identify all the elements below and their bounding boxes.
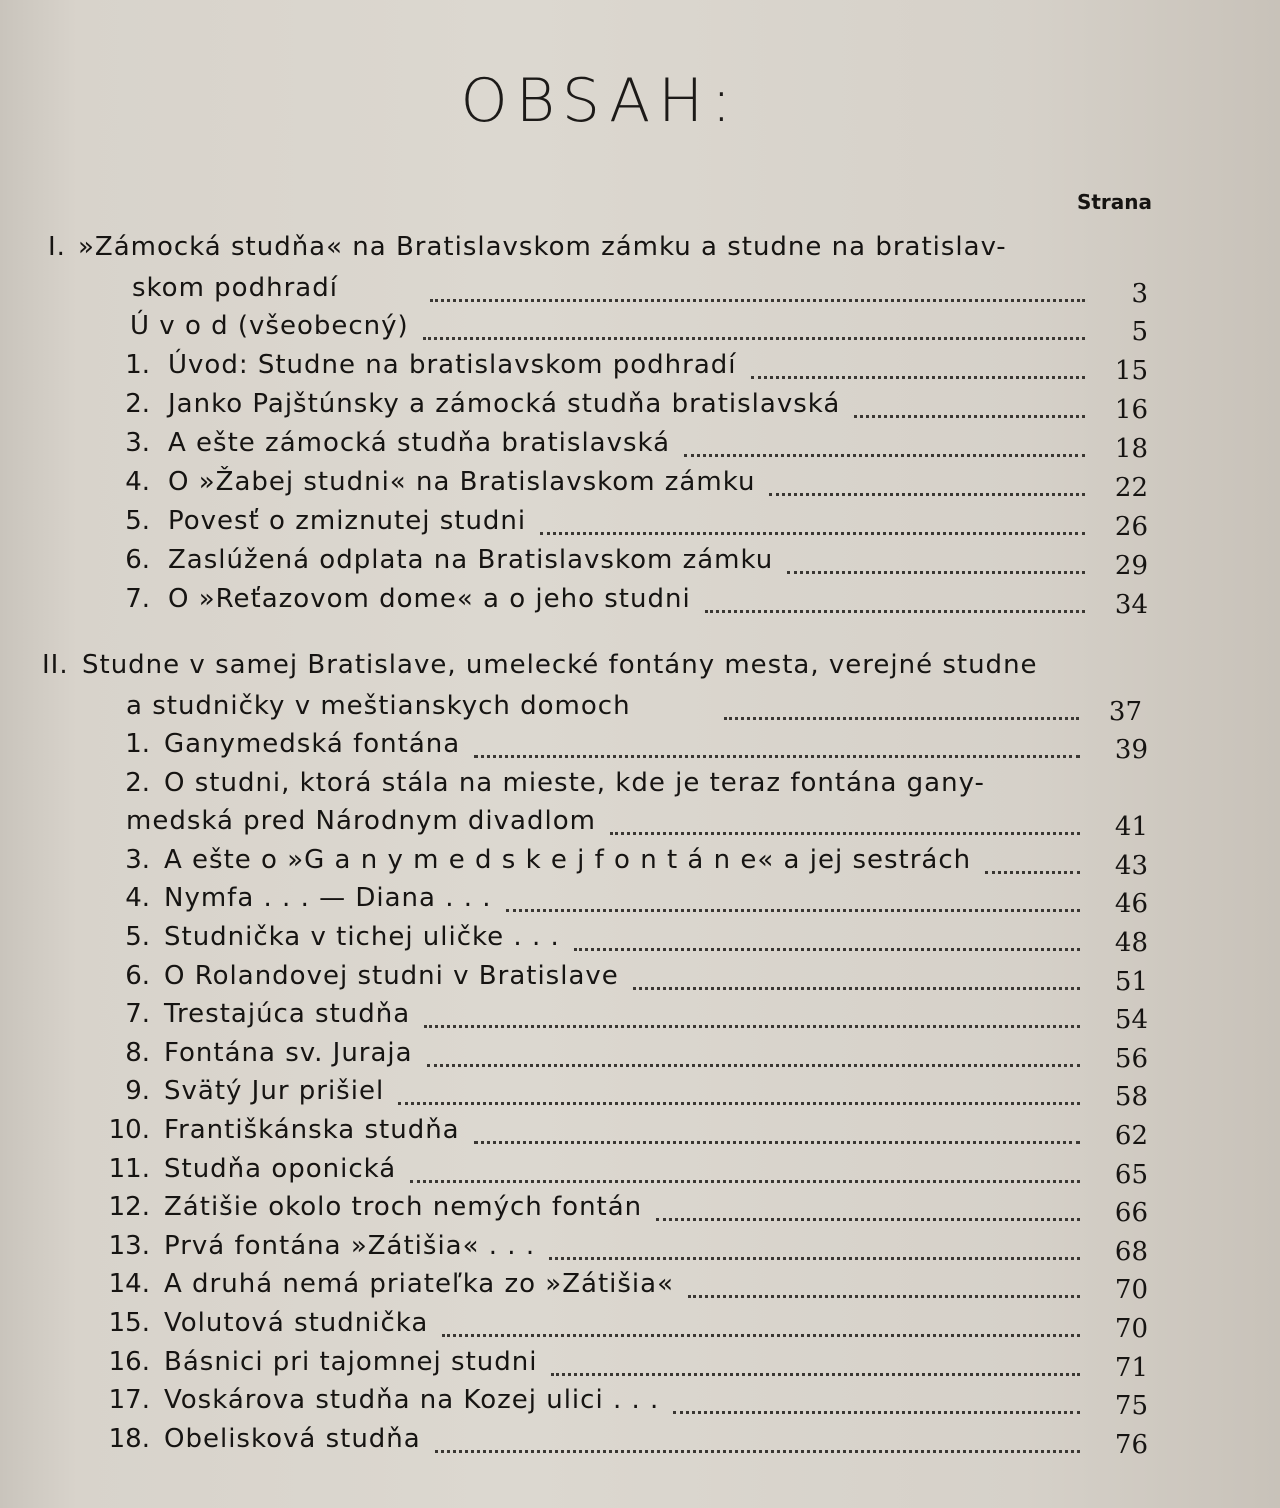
toc-entry-title: medská pred Národnym divadlom (126, 806, 596, 837)
toc-entry-number: 1. (125, 350, 150, 380)
toc-entry-title: O »Reťazovom dome« a o jeho studni (168, 584, 691, 614)
toc-entry (0, 579, 1280, 619)
leader-dots (398, 1098, 1080, 1105)
toc-entry-page: 76 (1114, 1429, 1148, 1460)
toc-entry-number: 17. (108, 1385, 150, 1416)
toc-entry-title: Ú v o d (všeobecný) (130, 311, 409, 341)
toc-entry (0, 1187, 1280, 1227)
toc-entry (0, 423, 1280, 463)
toc-entry-page: 68 (1114, 1236, 1148, 1267)
toc-entry-page: 46 (1114, 889, 1148, 920)
toc-entry-title: Studnička v tichej uličke . . . (164, 922, 560, 952)
section1-heading-line2-row (0, 268, 1280, 308)
toc-entry (0, 1149, 1280, 1189)
toc-entry-title: Janko Pajštúnsky a zámocká studňa bratislavská (168, 389, 841, 419)
toc-entry-title: Obelisková studňa (164, 1423, 421, 1454)
toc-entry-title: A ešte o »G a n y m e d s k e j f o n t á n e« a jej sestrách (164, 844, 972, 875)
toc-entry-page: 70 (1114, 1314, 1148, 1344)
leader-dots (427, 1060, 1080, 1067)
toc-entry (0, 384, 1280, 424)
toc-entry-number: 11. (108, 1153, 150, 1184)
leader-dots (854, 411, 1085, 418)
toc-entry-page: 5 (1131, 317, 1148, 347)
toc-entry (0, 1380, 1280, 1420)
toc-entry-title: Zátišie okolo troch nemých fontán (164, 1192, 643, 1223)
leader-dots (423, 333, 1085, 340)
toc-entry-number: 6. (125, 545, 150, 575)
toc-entry-number: 15. (108, 1308, 150, 1338)
toc-entry (0, 1264, 1280, 1304)
toc-entry-number: 10. (108, 1115, 150, 1145)
leader-dots (474, 751, 1080, 758)
toc-entry-title: Povesť o zmiznutej studni (168, 506, 527, 536)
section1-numeral: I. (48, 232, 66, 262)
toc-entry-title: O studni, ktorá stála na mieste, kde je teraz fontána gany- (164, 767, 985, 798)
toc-entry-title: A ešte zámocká studňa bratislavská (168, 428, 671, 458)
toc-entry-number: 3. (125, 428, 150, 458)
toc-entry-page: 43 (1114, 850, 1148, 881)
section2-numeral: II. (42, 650, 69, 680)
toc-entry-page: 48 (1114, 928, 1148, 958)
leader-dots (506, 905, 1080, 912)
toc-entry-page: 34 (1114, 590, 1148, 620)
toc-entry (0, 1342, 1280, 1382)
toc-entry (0, 1303, 1280, 1343)
toc-entry (0, 1226, 1280, 1266)
strana-label: Strana (1076, 190, 1152, 214)
section2-heading-line2-row (0, 686, 1280, 726)
leader-dots (705, 606, 1085, 613)
toc-entry-page: 58 (1114, 1082, 1148, 1113)
toc-entry (0, 956, 1280, 996)
toc-entry-number: 12. (108, 1192, 150, 1223)
toc-entry-number: 16. (108, 1346, 150, 1377)
leader-dots (549, 1253, 1080, 1260)
toc-entry-title: Nymfa . . . — Diana . . . (164, 883, 492, 914)
leader-dots (474, 1137, 1080, 1144)
toc-entry-page: 75 (1114, 1391, 1148, 1422)
toc-entry-page: 18 (1114, 434, 1148, 464)
toc-entry (0, 801, 1280, 841)
toc-entry (0, 763, 1280, 803)
toc-entry-title: Svätý Jur prišiel (164, 1076, 385, 1107)
toc-entry-page: 41 (1114, 812, 1148, 843)
toc-entry-page: 15 (1114, 356, 1148, 386)
toc-entry-number: 1. (125, 729, 150, 759)
toc-entry-title: Zaslúžená odplata na Bratislavskom zámku (168, 545, 774, 575)
leader-dots (688, 1291, 1080, 1298)
toc-entry-number: 5. (125, 922, 150, 952)
toc-entry-title: Františkánska studňa (164, 1115, 460, 1145)
toc-entry-number: 9. (125, 1076, 150, 1107)
toc-entry-page: 66 (1114, 1198, 1148, 1229)
toc-entry (0, 345, 1280, 385)
toc-entry-title: Volutová studnička (164, 1308, 429, 1338)
toc-entry (0, 917, 1280, 957)
toc-entry-title: Ganymedská fontána (164, 729, 461, 759)
toc-entry-number: 2. (125, 389, 150, 419)
toc-entry-title: O Rolandovej studni v Bratislave (164, 960, 619, 991)
leader-dots (442, 1330, 1080, 1337)
toc-entry-page: 71 (1114, 1352, 1148, 1383)
toc-entry-number: 3. (125, 844, 150, 875)
toc-entry-title: A druhá nemá priateľka zo »Zátišia« (164, 1269, 674, 1300)
toc-entry-number: 18. (108, 1423, 150, 1454)
section2-heading-line2: a studničky v meštianskych domoch (126, 691, 631, 721)
leader-dots (424, 1021, 1080, 1028)
leader-dots (574, 944, 1080, 951)
toc-entry (0, 840, 1280, 880)
leader-dots (656, 1214, 1080, 1221)
toc-entry (0, 1033, 1280, 1073)
toc-entry-title: Fontána sv. Juraja (164, 1037, 413, 1068)
toc-entry-title: Prvá fontána »Zátišia« . . . (164, 1230, 536, 1261)
leader-dots (673, 1407, 1080, 1414)
section1-heading-page: 3 (1131, 279, 1148, 309)
toc-entry-page: 54 (1114, 1005, 1148, 1036)
toc-entry-title: Úvod: Studne na bratislavskom podhradí (168, 350, 737, 380)
toc-entry-number: 13. (108, 1230, 150, 1261)
toc-entry-number: 6. (125, 960, 150, 991)
toc-entry-number: 2. (125, 767, 150, 798)
toc-entry (0, 306, 1280, 346)
toc-entry-number: 7. (125, 584, 150, 614)
toc-entry-title: Studňa oponická (164, 1153, 397, 1184)
leader-dots (751, 372, 1086, 379)
toc-entry-page: 62 (1114, 1121, 1148, 1151)
toc-entry-title: Básnici pri tajomnej studni (164, 1346, 538, 1377)
page-title: OBSAH: (460, 66, 740, 136)
toc-entry (0, 1110, 1280, 1150)
toc-entry-number: 14. (108, 1269, 150, 1300)
toc-entry (0, 540, 1280, 580)
leader-dots (769, 489, 1085, 496)
leader-dots (684, 450, 1085, 457)
leader-dots (430, 295, 1085, 302)
leader-dots (633, 983, 1080, 990)
toc-entry-page: 70 (1114, 1275, 1148, 1306)
toc-entry-number: 7. (125, 999, 150, 1030)
toc-entry-number: 5. (125, 506, 150, 536)
toc-entry-page: 29 (1114, 551, 1148, 581)
leader-dots (551, 1369, 1080, 1376)
leader-dots (540, 528, 1085, 535)
toc-entry-title: Voskárova studňa na Kozej ulici . . . (164, 1385, 660, 1416)
toc-entry-title: Trestajúca studňa (164, 999, 411, 1030)
toc-entry-page: 22 (1114, 473, 1148, 503)
toc-entry-page: 65 (1114, 1159, 1148, 1190)
toc-entry-page: 51 (1114, 966, 1148, 997)
section1-heading-line1: »Zámocká studňa« na Bratislavskom zámku a studne na bratislav- (78, 232, 1007, 262)
toc-entry (0, 724, 1280, 764)
toc-entry-number: 4. (125, 467, 150, 497)
toc-entry-page: 26 (1114, 512, 1148, 542)
leader-dots (435, 1446, 1080, 1453)
toc-entry-number: 8. (125, 1037, 150, 1068)
toc-entry (0, 1071, 1280, 1111)
toc-entry (0, 1419, 1280, 1459)
toc-entry-title: O »Žabej studni« na Bratislavskom zámku (168, 467, 756, 497)
leader-dots (985, 867, 1080, 874)
toc-entry (0, 462, 1280, 502)
leader-dots (787, 567, 1085, 574)
section2-heading-line1: Studne v samej Bratislave, umelecké fontány mesta, verejné studne (82, 650, 1038, 680)
toc-entry (0, 994, 1280, 1034)
section2-heading-page: 37 (1108, 697, 1142, 727)
toc-entry-page: 16 (1114, 395, 1148, 425)
toc-entry (0, 501, 1280, 541)
section1-heading-line2: skom podhradí (132, 273, 338, 303)
toc-entry (0, 878, 1280, 918)
leader-dots (410, 1176, 1080, 1183)
leader-dots (724, 713, 1079, 720)
toc-entry-number: 4. (125, 883, 150, 914)
leader-dots (610, 828, 1080, 835)
toc-entry-page: 56 (1114, 1043, 1148, 1074)
toc-entry-page: 39 (1114, 735, 1148, 765)
